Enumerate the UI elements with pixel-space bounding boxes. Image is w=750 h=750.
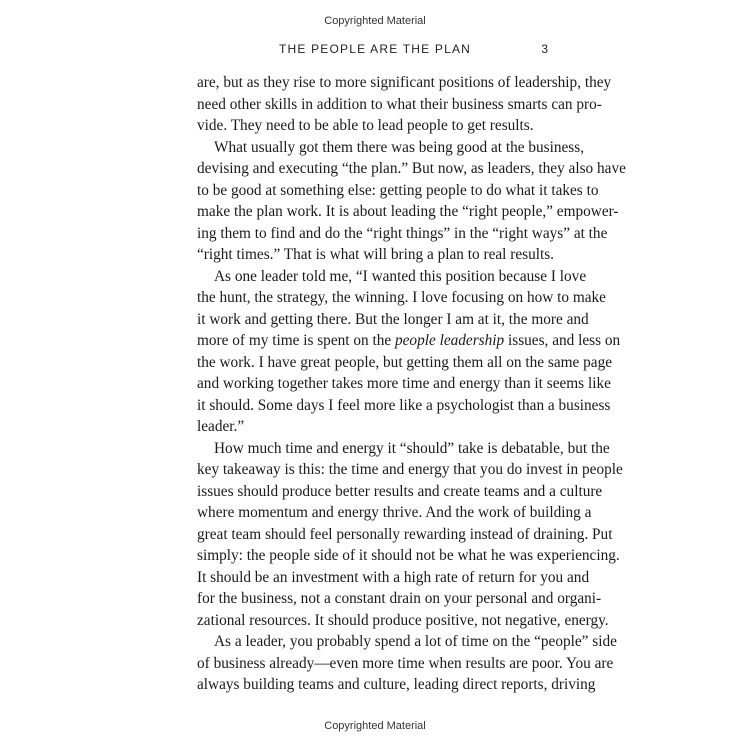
text-line: ing them to find and do the “right things” in the “right ways” at the — [197, 224, 608, 242]
text-line — [197, 330, 621, 352]
text-line: it should. Some days I feel more like a psychologist than a business — [197, 396, 611, 414]
italic-emphasis: people leadership — [394, 332, 505, 349]
text-line: simply: the people side of it should not be what he was experiencing. — [197, 547, 620, 564]
text-line: What usually got them there was being good at the business, — [214, 138, 585, 156]
text-line: “right times.” That is what will bring a plan to real results. — [197, 246, 554, 263]
text-line: make the plan work. It is about leading the “right people,” empower- — [197, 203, 619, 220]
text-line: it work and getting there. But the longer I am at it, the more and — [197, 310, 589, 328]
running-head: THE PEOPLE ARE THE PLAN — [278, 42, 472, 56]
text-line: where momentum and energy thrive. And the work of building a — [197, 504, 592, 521]
text-line: issues should produce better results and create teams and a culture — [197, 482, 603, 500]
text-line: As a leader, you probably spend a lot of time on the “people” side — [214, 633, 617, 650]
text-line: of business already—even more time when results are poor. You are — [197, 654, 614, 672]
copyright-watermark-bottom: Copyrighted Material — [324, 720, 426, 732]
text-line: and working together takes more time and energy than it seems like — [197, 375, 611, 392]
text-line: the hunt, the strategy, the winning. I love focusing on how to make — [197, 289, 606, 306]
text-line: As one leader told me, “I wanted this position because I love — [214, 267, 587, 285]
text-line: to be good at something else: getting people to do what it takes to — [197, 181, 599, 199]
page-number: 3 — [541, 42, 548, 56]
text-line: It should be an investment with a high rate of return for you and — [197, 568, 590, 586]
text-segment: more of my time is spent on the — [197, 332, 395, 349]
text-line: are, but as they rise to more significant positions of leadership, they — [197, 74, 612, 91]
text-line: always building teams and culture, leading direct reports, driving — [197, 676, 596, 693]
text-line: need other skills in addition to what their business smarts can pro- — [197, 95, 602, 113]
text-segment: issues, and less on — [504, 332, 621, 349]
body-text — [197, 72, 626, 696]
text-line: leader.” — [197, 418, 245, 435]
text-line: How much time and energy it “should” take is debatable, but the — [214, 439, 610, 457]
text-line: vide. They need to be able to lead people to get results. — [197, 117, 534, 134]
text-line: key takeaway is this: the time and energy that you do invest in people — [197, 461, 623, 478]
text-line: for the business, not a constant drain on your personal and organi- — [197, 590, 602, 607]
text-line: the work. I have great people, but getting them all on the same page — [197, 353, 613, 371]
text-line: devising and executing “the plan.” But now, as leaders, they also have — [197, 160, 626, 177]
text-line: zational resources. It should produce positive, not negative, energy. — [197, 611, 609, 629]
text-line: great team should feel personally rewarding instead of draining. Put — [197, 525, 613, 543]
copyright-watermark-top: Copyrighted Material — [324, 15, 426, 27]
